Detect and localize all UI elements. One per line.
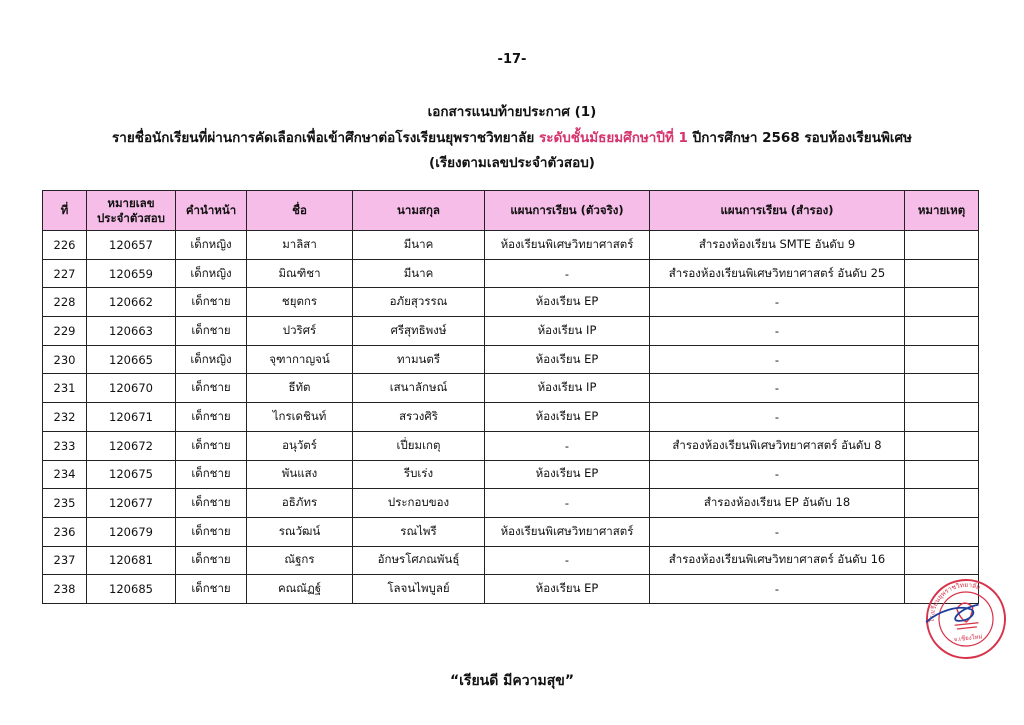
table-cell: สำรองห้องเรียน SMTE อันดับ 9 [650,231,905,260]
table-cell: 238 [43,575,87,604]
table-cell: เด็กชาย [176,317,247,346]
table-cell: 232 [43,403,87,432]
table-cell: ศรีสุทธิพงษ์ [353,317,485,346]
results-table [42,190,979,604]
table-row [43,517,979,546]
table-cell: 120679 [87,517,176,546]
table-cell: - [650,403,905,432]
document-title: เอกสารแนบท้ายประกาศ (1) [427,104,597,120]
table-cell [905,374,979,403]
table-cell: 233 [43,431,87,460]
table-cell: รีบเร่ง [353,460,485,489]
table-cell: 120662 [87,288,176,317]
table-cell: เด็กหญิง [176,231,247,260]
table-cell: มิณฑิชา [247,259,353,288]
table-cell: 227 [43,259,87,288]
table-cell: มีนาค [353,231,485,260]
table-row [43,431,979,460]
table-cell: อนุวัตร์ [247,431,353,460]
table-cell: ธีทัต [247,374,353,403]
table-cell: ห้องเรียน IP [485,374,650,403]
table-cell: เปี่ยมเกตุ [353,431,485,460]
table-cell: โลจนไพบูลย์ [353,575,485,604]
table-cell: ณัฐกร [247,546,353,575]
table-cell: สำรองห้องเรียน EP อันดับ 18 [650,489,905,518]
table-row [43,575,979,604]
column-header: หมายเลข ประจำตัวสอบ [87,191,176,231]
column-header: นามสกุล [353,191,485,231]
table-row [43,489,979,518]
table-cell: มาลิสา [247,231,353,260]
table-cell: - [650,345,905,374]
table-cell: ห้องเรียน EP [485,460,650,489]
table-cell: - [650,288,905,317]
table-cell: เด็กหญิง [176,345,247,374]
table-cell: สำรองห้องเรียนพิเศษวิทยาศาสตร์ อันดับ 16 [650,546,905,575]
stamp-outer-text: โรงเรียนยุพราชวิทยาลัย [927,580,982,623]
table-cell [905,431,979,460]
table-cell [905,288,979,317]
table-cell: - [650,575,905,604]
table-cell: เด็กชาย [176,517,247,546]
table-cell [905,546,979,575]
table-cell: เด็กหญิง [176,259,247,288]
column-header: ที่ [43,191,87,231]
table-cell: ห้องเรียนพิเศษวิทยาศาสตร์ [485,231,650,260]
subtitle-part1: รายชื่อนักเรียนที่ผ่านการคัดเลือกเพื่อเข้าศึกษาต่อโรงเรียนยุพราชวิทยาลัย [112,130,535,146]
table-row [43,259,979,288]
table-cell: อักษรโศภณพันธุ์ [353,546,485,575]
table-cell: 120665 [87,345,176,374]
column-header: ชื่อ [247,191,353,231]
table-cell: เด็กชาย [176,403,247,432]
table-row [43,317,979,346]
table-cell: เด็กชาย [176,288,247,317]
table-cell: จุฑากาญจน์ [247,345,353,374]
table-cell: 229 [43,317,87,346]
subtitle-level: ระดับชั้นมัธยมศึกษาปีที่ 1 [538,130,688,146]
table-cell: เด็กชาย [176,575,247,604]
table-cell: รณวัฒน์ [247,517,353,546]
table-cell: เด็กชาย [176,489,247,518]
table-cell: - [485,259,650,288]
table-cell: 120685 [87,575,176,604]
table-cell: เสนาลักษณ์ [353,374,485,403]
table-cell: พันแสง [247,460,353,489]
table-cell: 120677 [87,489,176,518]
table-cell [905,345,979,374]
table-cell: 120663 [87,317,176,346]
table-row [43,345,979,374]
table-cell: - [650,317,905,346]
school-motto: “เรียนดี มีความสุข” [449,673,575,689]
table-cell [905,259,979,288]
table-cell: มีนาค [353,259,485,288]
column-header: แผนการเรียน (ตัวจริง) [485,191,650,231]
table-cell: 120671 [87,403,176,432]
table-cell: 237 [43,546,87,575]
table-cell: 228 [43,288,87,317]
table-cell: - [650,460,905,489]
table-row [43,288,979,317]
table-cell: ทามนตรี [353,345,485,374]
table-body [43,231,979,604]
table-cell: ปวริศร์ [247,317,353,346]
column-header: หมายเหตุ [905,191,979,231]
table-cell: 226 [43,231,87,260]
table-cell: - [485,546,650,575]
table-cell: ห้องเรียนพิเศษวิทยาศาสตร์ [485,517,650,546]
table-cell: 234 [43,460,87,489]
table-cell: สำรองห้องเรียนพิเศษวิทยาศาสตร์ อันดับ 8 [650,431,905,460]
table-cell: เด็กชาย [176,431,247,460]
table-cell: คณณัฏฐ์ [247,575,353,604]
table-cell: อภัยสุวรรณ [353,288,485,317]
table-cell: 120670 [87,374,176,403]
document-subtitle [0,126,1024,148]
column-header: แผนการเรียน (สำรอง) [650,191,905,231]
table-cell: ห้องเรียน EP [485,403,650,432]
table-cell: 236 [43,517,87,546]
stamp-inner-text: จ.เชียงใหม่ [953,633,983,644]
table-cell: 120672 [87,431,176,460]
page-number: -17- [497,52,527,67]
table-cell: 120675 [87,460,176,489]
table-cell: ไกรเดชินท์ [247,403,353,432]
table-header-row [43,191,979,231]
table-cell: อธิภัทร [247,489,353,518]
subtitle-part2: ปีการศึกษา 2568 รอบห้องเรียนพิเศษ [692,130,912,146]
table-cell [905,489,979,518]
table-cell: เด็กชาย [176,374,247,403]
table-cell: ห้องเรียน EP [485,345,650,374]
table-cell [905,460,979,489]
table-cell: 235 [43,489,87,518]
table-cell: - [485,431,650,460]
school-seal-stamp [916,573,1016,664]
table-cell: รณไพรี [353,517,485,546]
table-cell: 231 [43,374,87,403]
table-cell [905,517,979,546]
table-cell [905,317,979,346]
table-cell: - [485,489,650,518]
table-cell: 230 [43,345,87,374]
table-cell: - [650,374,905,403]
table-cell: 120681 [87,546,176,575]
table-cell: เด็กชาย [176,460,247,489]
sort-note: (เรียงตามเลขประจำตัวสอบ) [429,155,595,171]
table-cell: ห้องเรียน IP [485,317,650,346]
table-row [43,403,979,432]
table-row [43,374,979,403]
table-row [43,460,979,489]
table-cell: สรวงศิริ [353,403,485,432]
table-cell [905,403,979,432]
table-cell: ห้องเรียน EP [485,288,650,317]
table-cell: ประกอบของ [353,489,485,518]
table-cell: ชยุตกร [247,288,353,317]
table-row [43,231,979,260]
table-row [43,546,979,575]
table-cell: สำรองห้องเรียนพิเศษวิทยาศาสตร์ อันดับ 25 [650,259,905,288]
table-cell: 120657 [87,231,176,260]
table-cell [905,231,979,260]
column-header: คำนำหน้า [176,191,247,231]
table-cell: ห้องเรียน EP [485,575,650,604]
table-cell: - [650,517,905,546]
table-cell: เด็กชาย [176,546,247,575]
table-cell: 120659 [87,259,176,288]
